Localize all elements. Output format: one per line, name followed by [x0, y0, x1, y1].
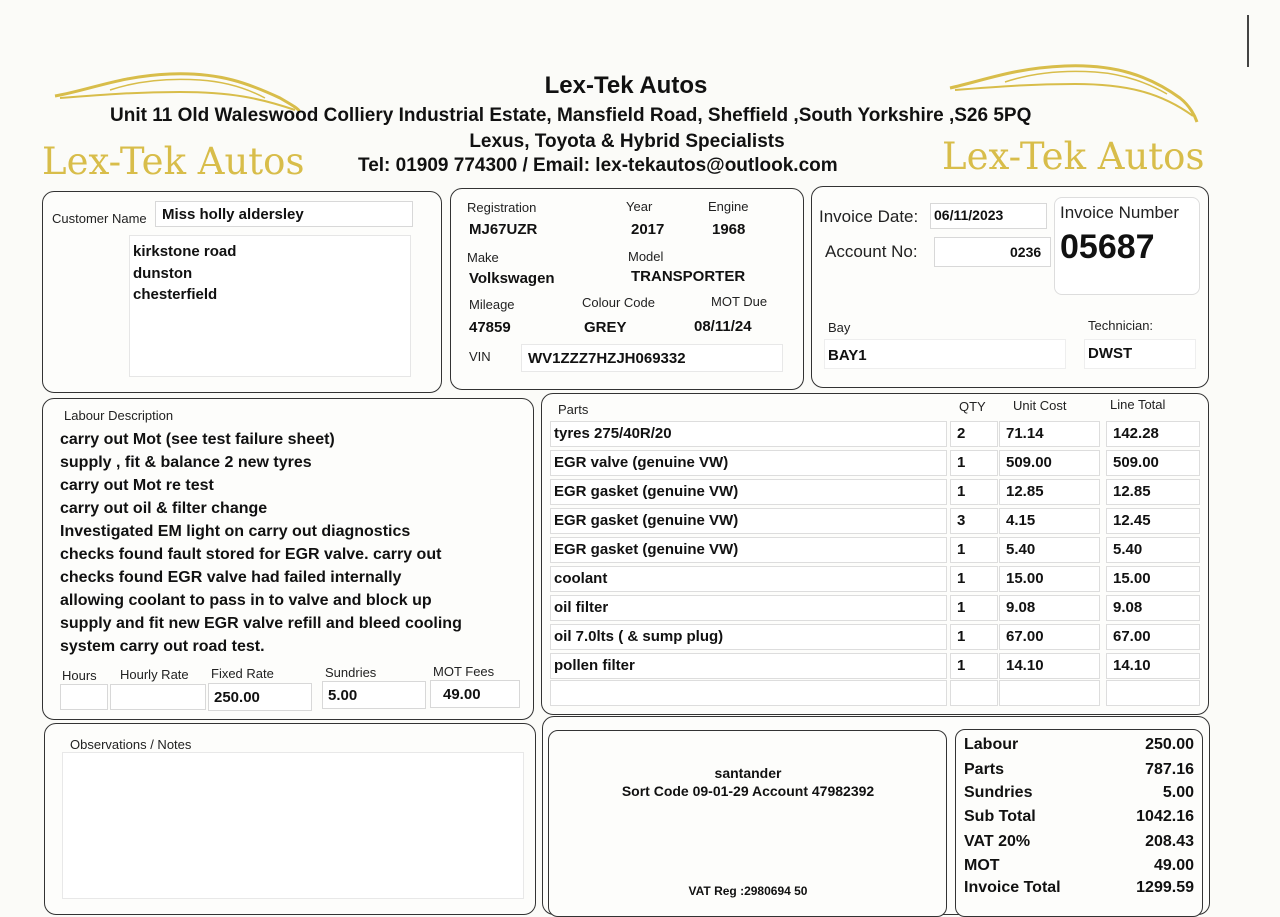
vin-label: VIN: [469, 349, 491, 364]
part-qty: 1: [957, 454, 966, 471]
totals-row: [964, 761, 1194, 784]
mileage-label: Mileage: [469, 297, 515, 312]
mot-fees-value: 49.00: [443, 686, 481, 703]
totals-value: 250.00: [1145, 736, 1194, 753]
bay-label: Bay: [828, 320, 851, 335]
totals-row: [964, 784, 1194, 807]
totals-label: Sundries: [964, 784, 1033, 801]
part-line-total: 5.40: [1113, 541, 1143, 558]
part-line-total-cell: [1106, 653, 1200, 679]
bank-details: Sort Code 09-01-29 Account 47982392: [621, 783, 875, 799]
part-unit-cost-cell: [999, 479, 1100, 505]
parts-row: [550, 421, 1205, 447]
part-description-cell: [550, 450, 947, 476]
part-description-cell: [550, 653, 947, 679]
part-qty-cell: [950, 680, 998, 706]
engine-label: Engine: [708, 199, 749, 214]
totals-label: VAT 20%: [964, 833, 1031, 850]
part-qty: 1: [957, 570, 966, 587]
part-unit-cost: 4.15: [1006, 512, 1036, 529]
year-label: Year: [626, 199, 653, 214]
part-unit-cost-cell: [999, 508, 1100, 534]
engine-value: 1968: [712, 221, 746, 238]
customer-address-line: kirkstone road: [133, 243, 237, 260]
part-line-total-cell: [1106, 450, 1200, 476]
notes-label: Observations / Notes: [70, 737, 192, 752]
brand-logo-right: Lex-Tek Autos: [942, 135, 1205, 178]
totals-row: [964, 736, 1194, 759]
qty-label: QTY: [959, 399, 986, 414]
mot-due-value: 08/11/24: [694, 318, 752, 335]
parts-row: [550, 566, 1205, 592]
technician-value: DWST: [1088, 345, 1133, 362]
customer-name: Miss holly aldersley: [162, 206, 304, 223]
line-total-label: Line Total: [1110, 397, 1166, 412]
part-unit-cost-cell: [999, 537, 1100, 563]
invoice-date-value: 06/11/2023: [934, 207, 1004, 223]
parts-row: [550, 537, 1205, 563]
parts-row: [550, 680, 1205, 706]
part-unit-cost-cell: [999, 595, 1100, 621]
labour-description: [60, 428, 530, 658]
part-description-cell: [550, 566, 947, 592]
part-unit-cost: 67.00: [1006, 628, 1044, 645]
part-qty-cell: [950, 595, 998, 621]
mot-due-label: MOT Due: [711, 294, 768, 309]
totals-label: Parts: [964, 761, 1005, 778]
part-unit-cost: 12.85: [1006, 483, 1044, 500]
part-description: coolant: [554, 570, 608, 587]
invoice-number-value: 05687: [1060, 228, 1155, 266]
year-value: 2017: [631, 221, 665, 238]
totals-label: MOT: [964, 857, 1000, 874]
part-line-total: 142.28: [1113, 425, 1159, 442]
part-description-cell: [550, 537, 947, 563]
notes-area: [62, 752, 524, 899]
part-line-total: 9.08: [1113, 599, 1143, 616]
part-unit-cost-cell: [999, 450, 1100, 476]
part-description: oil filter: [554, 599, 609, 616]
parts-row: [550, 653, 1205, 679]
totals-label: Sub Total: [964, 808, 1036, 825]
hourly-rate-cell: [110, 684, 206, 710]
part-qty: 1: [957, 599, 966, 616]
labour-line: carry out oil & filter change: [60, 500, 268, 517]
part-qty: 3: [957, 512, 966, 529]
hours-cell: [60, 684, 108, 710]
parts-row: [550, 479, 1205, 505]
part-qty: 1: [957, 657, 966, 674]
technician-label: Technician:: [1088, 318, 1154, 333]
labour-line: checks found fault stored for EGR valve. carry out: [60, 546, 442, 563]
totals-row: [964, 808, 1194, 831]
part-line-total-cell: [1106, 595, 1200, 621]
bay-value: BAY1: [828, 347, 867, 364]
parts-row: [550, 595, 1205, 621]
part-line-total-cell: [1106, 421, 1200, 447]
part-qty: 1: [957, 541, 966, 558]
part-unit-cost-cell: [999, 624, 1100, 650]
totals-value: 208.43: [1145, 833, 1194, 850]
part-description-cell: [550, 421, 947, 447]
part-qty-cell: [950, 537, 998, 563]
part-unit-cost-cell: [999, 566, 1100, 592]
part-unit-cost: 5.40: [1006, 541, 1036, 558]
totals-value: 1042.16: [1136, 808, 1194, 825]
part-line-total-cell: [1106, 508, 1200, 534]
parts-row: [550, 450, 1205, 476]
part-unit-cost-cell: [999, 653, 1100, 679]
part-line-total: 15.00: [1113, 570, 1151, 587]
registration-label: Registration: [467, 200, 537, 215]
parts-row: [550, 624, 1205, 650]
labour-line: carry out Mot re test: [60, 477, 214, 494]
part-description-cell: [550, 595, 947, 621]
company-specialists: Lexus, Toyota & Hybrid Specialists: [469, 131, 785, 152]
fixed-rate-value: 250.00: [214, 689, 260, 706]
fixed-rate-label: Fixed Rate: [211, 666, 274, 681]
part-description-cell: [550, 479, 947, 505]
part-qty-cell: [950, 450, 998, 476]
colour-value: GREY: [584, 319, 627, 336]
bank-name: santander: [714, 765, 782, 781]
part-unit-cost: 15.00: [1006, 570, 1044, 587]
registration-value: MJ67UZR: [469, 221, 538, 238]
labour-line: carry out Mot (see test failure sheet): [60, 431, 335, 448]
edge-mark: [1247, 15, 1249, 67]
sundries-value: 5.00: [328, 687, 358, 704]
totals-value: 49.00: [1153, 857, 1194, 874]
part-unit-cost: 71.14: [1006, 425, 1044, 442]
company-address: Unit 11 Old Waleswood Colliery Industrial Estate, Mansfield Road, Sheffield ,South Yorkshire ,S26 5PQ: [110, 105, 1032, 126]
parts-row: [550, 508, 1205, 534]
part-line-total-cell: [1106, 680, 1200, 706]
customer-address-line: chesterfield: [133, 286, 218, 303]
part-line-total: 67.00: [1113, 628, 1151, 645]
part-description: EGR gasket (genuine VW): [554, 512, 739, 529]
vin-value: WV1ZZZ7HZJH069332: [528, 350, 686, 367]
totals-value: 787.16: [1145, 761, 1194, 778]
part-unit-cost: 509.00: [1006, 454, 1052, 471]
part-description: tyres 275/40R/20: [554, 425, 672, 442]
invoice-info-panel: [811, 186, 1209, 388]
totals-row: [964, 833, 1194, 856]
totals-row: [964, 879, 1194, 902]
labour-line: Investigated EM light on carry out diagnostics: [60, 523, 411, 540]
totals-value: 1299.59: [1136, 879, 1194, 896]
part-description: EGR gasket (genuine VW): [554, 483, 739, 500]
part-qty-cell: [950, 566, 998, 592]
part-description: oil 7.0lts ( & sump plug): [554, 628, 724, 645]
part-description-cell: [550, 624, 947, 650]
invoice-number-label: Invoice Number: [1060, 203, 1180, 222]
part-description-cell: [550, 508, 947, 534]
part-description: EGR valve (genuine VW): [554, 454, 729, 471]
vehicle-panel: [450, 188, 804, 390]
part-unit-cost-cell: [999, 680, 1100, 706]
parts-label: Parts: [558, 402, 589, 417]
labour-line: supply , fit & balance 2 new tyres: [60, 454, 312, 471]
customer-address-line: dunston: [133, 265, 193, 282]
part-line-total: 509.00: [1113, 454, 1159, 471]
make-value: Volkswagen: [469, 270, 555, 287]
vat-registration: VAT Reg :2980694 50: [688, 884, 808, 898]
mileage-value: 47859: [469, 319, 511, 336]
part-line-total: 14.10: [1113, 657, 1151, 674]
account-number-value: 0236: [1010, 244, 1042, 260]
model-label: Model: [628, 249, 664, 264]
part-line-total: 12.45: [1113, 512, 1151, 529]
labour-line: allowing coolant to pass in to valve and block up: [60, 592, 432, 609]
labour-line: supply and fit new EGR valve refill and bleed cooling: [60, 615, 462, 632]
labour-line: checks found EGR valve had failed internally: [60, 569, 402, 586]
customer-panel: [42, 191, 442, 393]
part-line-total-cell: [1106, 479, 1200, 505]
part-description: pollen filter: [554, 657, 635, 674]
part-line-total: 12.85: [1113, 483, 1151, 500]
part-line-total-cell: [1106, 566, 1200, 592]
unit-cost-label: Unit Cost: [1013, 398, 1067, 413]
sundries-label: Sundries: [325, 665, 377, 680]
mot-fees-label: MOT Fees: [433, 664, 495, 679]
hourly-rate-label: Hourly Rate: [120, 667, 189, 682]
part-qty-cell: [950, 421, 998, 447]
hours-label: Hours: [62, 668, 97, 683]
labour-description-label: Labour Description: [64, 408, 174, 423]
part-unit-cost: 14.10: [1006, 657, 1044, 674]
colour-code-label: Colour Code: [582, 295, 655, 310]
part-description: EGR gasket (genuine VW): [554, 541, 739, 558]
part-qty-cell: [950, 624, 998, 650]
account-number-label: Account No:: [825, 242, 918, 261]
company-name: Lex-Tek Autos: [544, 72, 708, 99]
part-qty: 2: [957, 425, 966, 442]
invoice-date-label: Invoice Date:: [819, 207, 919, 226]
part-qty-cell: [950, 653, 998, 679]
part-qty: 1: [957, 483, 966, 500]
part-qty-cell: [950, 508, 998, 534]
totals-value: 5.00: [1162, 784, 1194, 801]
brand-logo-left: Lex-Tek Autos: [42, 140, 305, 183]
totals-label: Invoice Total: [964, 879, 1061, 896]
totals-label: Labour: [964, 736, 1019, 753]
customer-name-label: Customer Name: [52, 211, 147, 226]
part-qty: 1: [957, 628, 966, 645]
part-unit-cost-cell: [999, 421, 1100, 447]
part-description-cell: [550, 680, 947, 706]
company-contact: Tel: 01909 774300 / Email: lex-tekautos@outlook.com: [358, 155, 838, 176]
labour-line: system carry out road test.: [60, 638, 265, 655]
part-line-total-cell: [1106, 624, 1200, 650]
make-label: Make: [467, 250, 499, 265]
totals-row: [964, 857, 1194, 880]
part-line-total-cell: [1106, 537, 1200, 563]
part-qty-cell: [950, 479, 998, 505]
model-value: TRANSPORTER: [631, 268, 746, 285]
part-unit-cost: 9.08: [1006, 599, 1036, 616]
